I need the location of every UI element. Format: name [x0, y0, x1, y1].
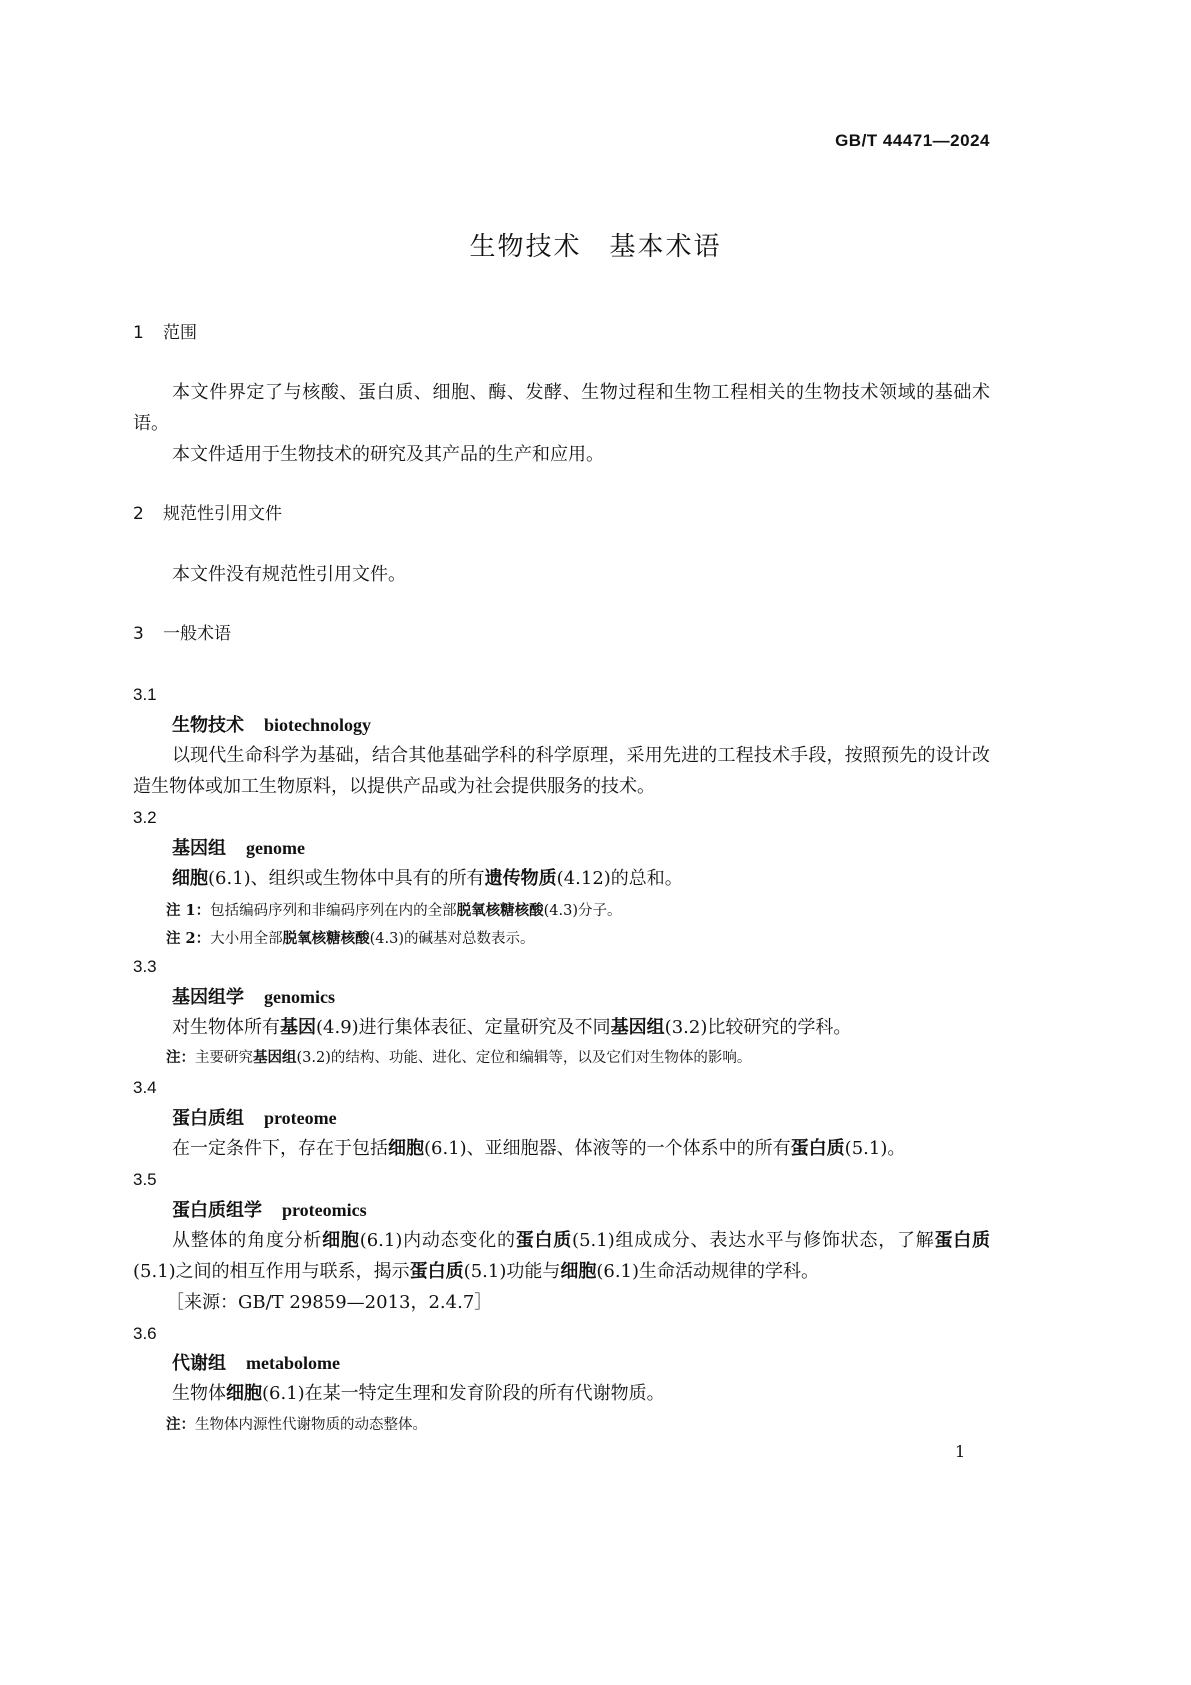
term-reference: 脱氧核糖核酸	[282, 930, 370, 947]
term-reference: 细胞	[388, 1138, 424, 1159]
term-source: ［来源：GB/T 29859—2013，2.4.7］	[166, 1292, 493, 1313]
scope-paragraph-1: 本文件界定了与核酸、蛋白质、细胞、酶、发酵、生物过程和生物工程相关的生物技术领域的基础术语。	[133, 382, 990, 434]
term-reference: 蛋白质	[790, 1138, 845, 1159]
note	[166, 1042, 990, 1074]
text: (6.1)、组织或生物体中具有的所有	[208, 868, 485, 889]
term-reference: 脱氧核糖核酸	[456, 902, 544, 919]
text: 从整体的角度分析	[172, 1230, 323, 1251]
term-definition	[172, 1012, 990, 1043]
text: (3.2)比较研究的学科。	[664, 1017, 852, 1038]
text: (5.1)功能与	[463, 1261, 561, 1282]
term-zh: 基因组学	[172, 987, 244, 1008]
term-zh: 代谢组	[172, 1353, 226, 1374]
term-reference: 遗传物质	[484, 868, 557, 889]
term-en: genomics	[264, 987, 335, 1007]
term-reference: 细胞	[322, 1230, 360, 1251]
text: (5.1)之间的相互作用与联系，揭示	[133, 1261, 410, 1282]
term-reference: 蛋白质	[934, 1230, 991, 1251]
document-title: 生物技术 基本术语	[469, 232, 722, 262]
text: (4.9)进行集体表征、定量研究及不同	[316, 1017, 611, 1038]
section-number: 3	[133, 624, 144, 644]
term-heading	[172, 982, 990, 1013]
section-1-heading	[133, 318, 990, 349]
text: 大小用全部	[210, 931, 283, 947]
text: (3.2)的结构、功能、进化、定位和编辑等，以及它们对生物体的影响。	[296, 1050, 752, 1066]
term-reference: 基因组	[610, 1017, 665, 1038]
term-definition: 以现代生命科学为基础，结合其他基础学科的科学原理，采用先进的工程技术手段，按照预先的设计改造生物体或加工生物原料，以提供产品或为社会提供服务的技术。	[133, 745, 990, 797]
term-en: metabolome	[246, 1353, 340, 1373]
term-zh: 蛋白质组学	[172, 1200, 262, 1221]
text: 包括编码序列和非编码序列在内的全部	[210, 903, 457, 919]
term-definition	[133, 1225, 990, 1287]
term-definition	[172, 863, 990, 894]
section-number: 1	[133, 323, 144, 343]
section-title: 规范性引用文件	[163, 504, 282, 524]
term-reference: 细胞	[560, 1261, 597, 1282]
standard-code: GB/T 44471—2024	[835, 131, 990, 150]
note-label: 注 2：	[166, 930, 211, 947]
term-definition	[172, 1378, 990, 1409]
term-en: proteomics	[282, 1200, 367, 1220]
term-heading	[172, 833, 990, 864]
text: (6.1)在某一特定生理和发育阶段的所有代谢物质。	[262, 1383, 665, 1404]
page-number: 1	[955, 1442, 966, 1461]
term-reference: 细胞	[226, 1383, 262, 1404]
text: (4.12)的总和。	[556, 868, 683, 889]
section-2-heading	[133, 499, 990, 530]
note-label: 注：	[166, 1416, 195, 1433]
text: (4.3)分子。	[543, 903, 622, 919]
term-number: 3.5	[133, 1170, 157, 1189]
term-reference: 蛋白质	[515, 1230, 573, 1251]
term-reference: 细胞	[172, 868, 208, 889]
text: (6.1)内动态变化的	[359, 1230, 516, 1251]
term-en: genome	[246, 838, 305, 858]
term-heading	[172, 710, 990, 741]
section-3-heading	[133, 619, 990, 650]
text: 在一定条件下，存在于包括	[172, 1138, 388, 1159]
term-reference: 蛋白质	[409, 1261, 464, 1282]
term-heading	[172, 1103, 990, 1134]
section-title: 一般术语	[163, 624, 231, 644]
term-heading	[172, 1348, 990, 1379]
section-number: 2	[133, 504, 144, 524]
normative-references-paragraph: 本文件没有规范性引用文件。	[172, 564, 406, 585]
term-heading	[172, 1195, 990, 1226]
text: (6.1)生命活动规律的学科。	[596, 1261, 820, 1282]
term-number: 3.1	[133, 685, 157, 704]
text: (5.1)。	[844, 1138, 906, 1159]
term-number: 3.4	[133, 1078, 157, 1097]
text: (6.1)、亚细胞器、体液等的一个体系中的所有	[424, 1138, 791, 1159]
note	[166, 1409, 990, 1441]
note-label: 注：	[166, 1049, 195, 1066]
term-number: 3.3	[133, 957, 157, 976]
text: 对生物体所有	[172, 1017, 280, 1038]
text: 生物体内源性代谢物质的动态整体。	[195, 1417, 427, 1433]
term-zh: 生物技术	[172, 715, 244, 736]
term-number: 3.6	[133, 1324, 157, 1343]
term-zh: 蛋白质组	[172, 1108, 244, 1129]
term-reference: 基因	[280, 1017, 316, 1038]
term-reference: 基因组	[253, 1049, 297, 1066]
term-zh: 基因组	[172, 838, 226, 859]
term-number: 3.2	[133, 808, 157, 827]
term-en: biotechnology	[264, 715, 372, 735]
text: 生物体	[172, 1383, 226, 1404]
text: (4.3)的碱基对总数表示。	[369, 931, 535, 947]
scope-paragraph-2: 本文件适用于生物技术的研究及其产品的生产和应用。	[172, 444, 604, 465]
term-definition	[172, 1133, 990, 1164]
text: (5.1)组成成分、表达水平与修饰状态，了解	[572, 1230, 935, 1251]
note-label: 注 1：	[166, 902, 211, 919]
text: 主要研究	[195, 1050, 253, 1066]
section-title: 范围	[163, 323, 197, 343]
term-en: proteome	[264, 1108, 337, 1128]
